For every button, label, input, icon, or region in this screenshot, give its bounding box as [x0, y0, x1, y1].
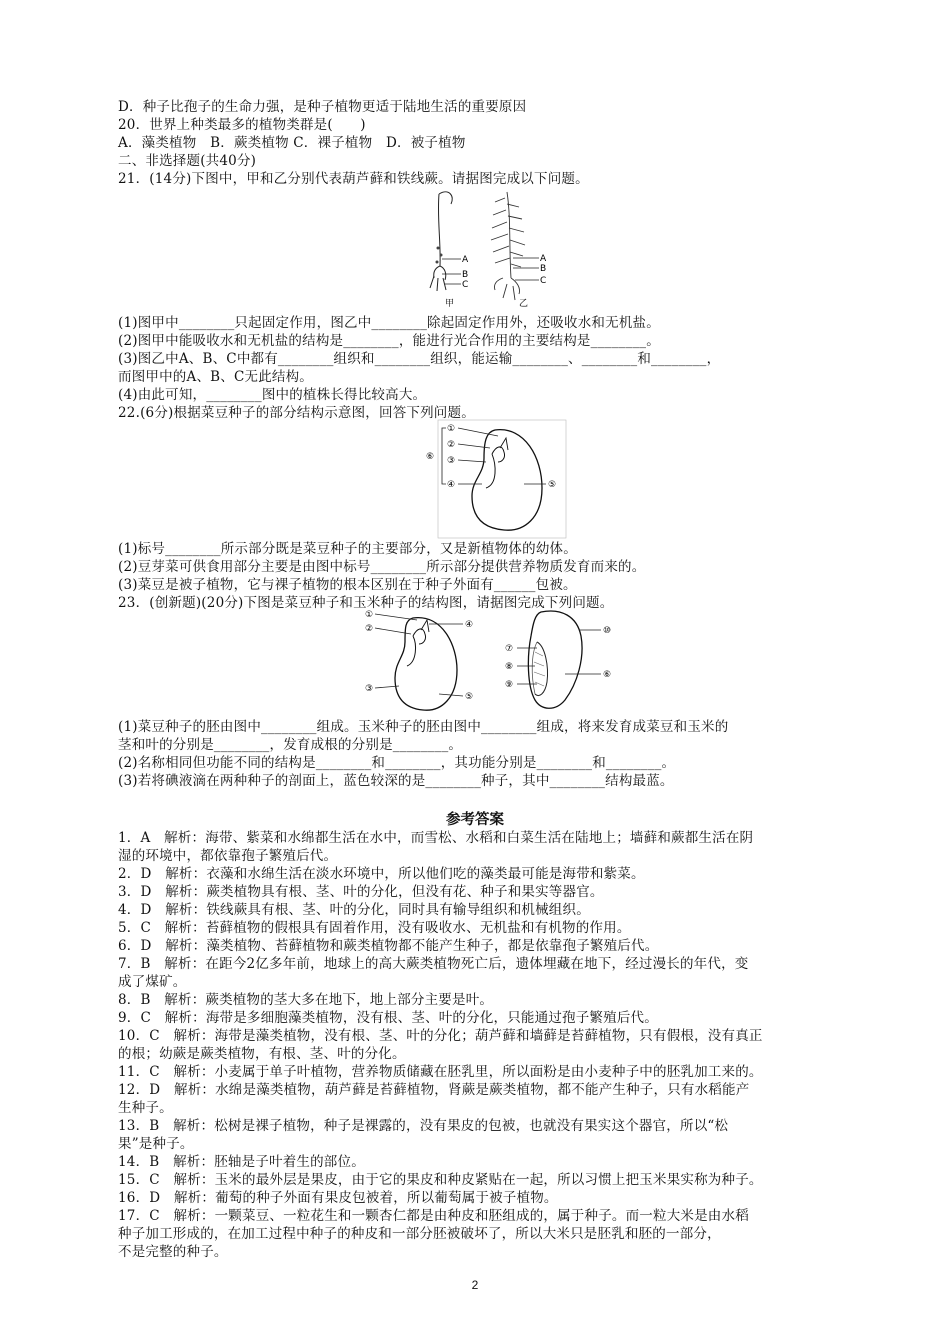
seed-bean-label-3: ③ [365, 684, 374, 694]
moss-label-b: B [462, 270, 469, 280]
bean-label-4: ④ [447, 480, 456, 490]
seed-corn-label-6: ⑥ [603, 670, 612, 680]
question-21-part-1: (1)图甲中________只起固定作用，图乙中________除起固定作用外，还吸收水和无机盐。 [118, 315, 660, 331]
figure-bean-corn-seeds [355, 606, 625, 716]
question-23-part-1-cont: 茎和叶的分别是________，发育成根的分别是________。 [118, 737, 463, 753]
corn-embryo-shading [534, 652, 545, 686]
answer-9: 9．C 解析：海带是多细胞藻类植物，没有根、茎、叶的分化，只能通过孢子繁殖后代。 [118, 1010, 658, 1026]
answer-16: 16．D 解析：葡萄的种子外面有果皮包被着，所以葡萄属于被子植物。 [118, 1190, 558, 1206]
bean-label-6: ⑥ [426, 452, 435, 462]
answer-8: 8．B 解析：蕨类植物的茎大多在地下，地上部分主要是叶。 [118, 992, 494, 1008]
question-23-part-3: (3)若将碘液滴在两种种子的剖面上，蓝色较深的是________种子，其中________结构最蓝。 [118, 773, 674, 789]
answer-11: 11．C 解析：小麦属于单子叶植物，营养物质储藏在胚乳里，所以面粉是由小麦种子中的胚乳加工来的。 [118, 1064, 763, 1080]
section-heading: 二、非选择题(共40分) [118, 153, 257, 169]
bean-label-5: ⑤ [548, 480, 557, 490]
answer-14: 14．B 解析：胚轴是子叶着生的部位。 [118, 1154, 365, 1170]
question-21-part-3: (3)图乙中A、B、C中都有________组织和________组织，能运输________、________和________， [118, 351, 721, 367]
question-22-stem: 22.(6分)根据菜豆种子的部分结构示意图，回答下列问题。 [118, 405, 475, 421]
moss-leaf-marks [436, 247, 443, 264]
seed-corn-label-9: ⑨ [505, 680, 514, 690]
bean-label-3: ③ [447, 456, 456, 466]
moss-label-c: C [462, 280, 469, 290]
fern-label-b: B [540, 264, 547, 274]
question-19-option-d: D．种子比孢子的生命力强，是种子植物更适于陆地生活的重要原因 [118, 99, 527, 115]
figure-moss-fern [425, 188, 575, 312]
question-21-stem: 21．(14分)下图中，甲和乙分别代表葫芦藓和铁线蕨。请据图完成以下问题。 [118, 171, 589, 187]
seed-bean-label-4: ④ [465, 620, 474, 630]
answer-17: 17．C 解析：一颗菜豆、一粒花生和一颗杏仁都是由种皮和胚组成的，属于种子。而一粒大米是由水稻 [118, 1208, 749, 1224]
moss-label-a: A [462, 255, 469, 265]
seed-corn-label-7: ⑦ [505, 644, 514, 654]
answer-1: 1．A 解析：海带、紫菜和水绵都生活在水中，而雪松、水稻和白菜生活在陆地上；墙藓和蕨都生活在阴 [118, 830, 754, 846]
question-21-part-2: (2)图甲中能吸收水和无机盐的结构是________，能进行光合作用的主要结构是________。 [118, 333, 660, 349]
question-20-stem: 20．世界上种类最多的植物类群是( ) [118, 117, 366, 133]
bean-label-1: ① [447, 424, 456, 434]
answer-10-cont: 的根；幼蕨是蕨类植物，有根、茎、叶的分化。 [118, 1046, 406, 1062]
answer-5: 5．C 解析：苔藓植物的假根具有固着作用，没有吸收水、无机盐和有机物的作用。 [118, 920, 631, 936]
answer-key-title: 参考答案 [446, 811, 504, 828]
answer-13: 13．B 解析：松树是裸子植物，种子是裸露的，没有果皮的包被，也就没有果实这个器官，所以“松 [118, 1118, 729, 1134]
answer-2: 2．D 解析：衣藻和水绵生活在淡水环境中，所以他们吃的藻类最可能是海带和紫菜。 [118, 866, 645, 882]
question-22-part-3: (3)菜豆是被子植物，它与裸子植物的根本区别在于种子外面有______包被。 [118, 577, 577, 593]
seed-corn-label-10: ⑩ [603, 626, 612, 636]
answer-7: 7．B 解析：在距今2亿多年前，地球上的高大蕨类植物死亡后，遗体埋藏在地下，经过漫长的年代，变 [118, 956, 749, 972]
question-23-part-2: (2)名称相同但功能不同的结构是________和________，其功能分别是________和________。 [118, 755, 676, 771]
answer-6: 6．D 解析：藻类植物、苔藓植物和蕨类植物都不能产生种子，都是依靠孢子繁殖后代。 [118, 938, 659, 954]
answer-1-cont: 湿的环境中，都依靠孢子繁殖后代。 [118, 848, 338, 864]
question-23-part-1: (1)菜豆种子的胚由图中________组成。玉米种子的胚由图中________组成，将来发育成菜豆和玉米的 [118, 719, 729, 735]
seed-bean-label-2: ② [365, 624, 374, 634]
bean-label-2: ② [447, 440, 456, 450]
question-22-part-2: (2)豆芽菜可供食用部分主要是由图中标号________所示部分提供营养物质发育而来的。 [118, 559, 646, 575]
figure-bean-seed [420, 418, 570, 540]
answer-4: 4．D 解析：铁线蕨具有根、茎、叶的分化，同时具有输导组织和机械组织。 [118, 902, 590, 918]
answer-7-cont: 成了煤矿。 [118, 974, 187, 990]
question-22-part-1: (1)标号________所示部分既是菜豆种子的主要部分，又是新植物体的幼体。 [118, 541, 577, 557]
fern-label-a: A [540, 254, 547, 264]
question-21-part-4: (4)由此可知，________图中的植株长得比较高大。 [118, 387, 427, 403]
seed-corn-label-8: ⑧ [505, 662, 514, 672]
seed-bean-label-1: ① [365, 610, 374, 620]
answer-15: 15．C 解析：玉米的最外层是果皮，由于它的果皮和种皮紧贴在一起，所以习惯上把玉米果实称为种子。 [118, 1172, 763, 1188]
fern-label-c: C [540, 276, 547, 286]
answer-17-cont: 种子加工形成的，在加工过程中种子的种皮和一部分胚被破坏了，所以大米只是胚乳和胚的一部分， [118, 1226, 721, 1242]
seed-bean-label-5: ⑤ [465, 692, 474, 702]
question-23-stem: 23．(创新题)(20分)下图是菜豆种子和玉米种子的结构图，请据图完成下列问题。 [118, 595, 614, 611]
answer-17-cont-2: 不是完整的种子。 [118, 1244, 228, 1260]
answer-12-cont: 生种子。 [118, 1100, 173, 1116]
question-21-part-3-cont: 而图甲中的A、B、C无此结构。 [118, 369, 313, 385]
page-number: 2 [471, 1278, 479, 1292]
moss-caption: 甲 [445, 299, 455, 309]
answer-10: 10．C 解析：海带是藻类植物，没有根、茎、叶的分化；葫芦藓和墙藓是苔藓植物，只有假根，没有真正 [118, 1028, 763, 1044]
answer-13-cont: 果”是种子。 [118, 1136, 194, 1152]
answer-3: 3．D 解析：蕨类植物具有根、茎、叶的分化，但没有花、种子和果实等器官。 [118, 884, 604, 900]
question-20-options: A．藻类植物 B．蕨类植物 C．裸子植物 D．被子植物 [118, 135, 466, 151]
fern-caption: 乙 [519, 299, 529, 309]
answer-12: 12．D 解析：水绵是藻类植物，葫芦藓是苔藓植物，肾蕨是蕨类植物，都不能产生种子，只有水稻能产 [118, 1082, 750, 1098]
